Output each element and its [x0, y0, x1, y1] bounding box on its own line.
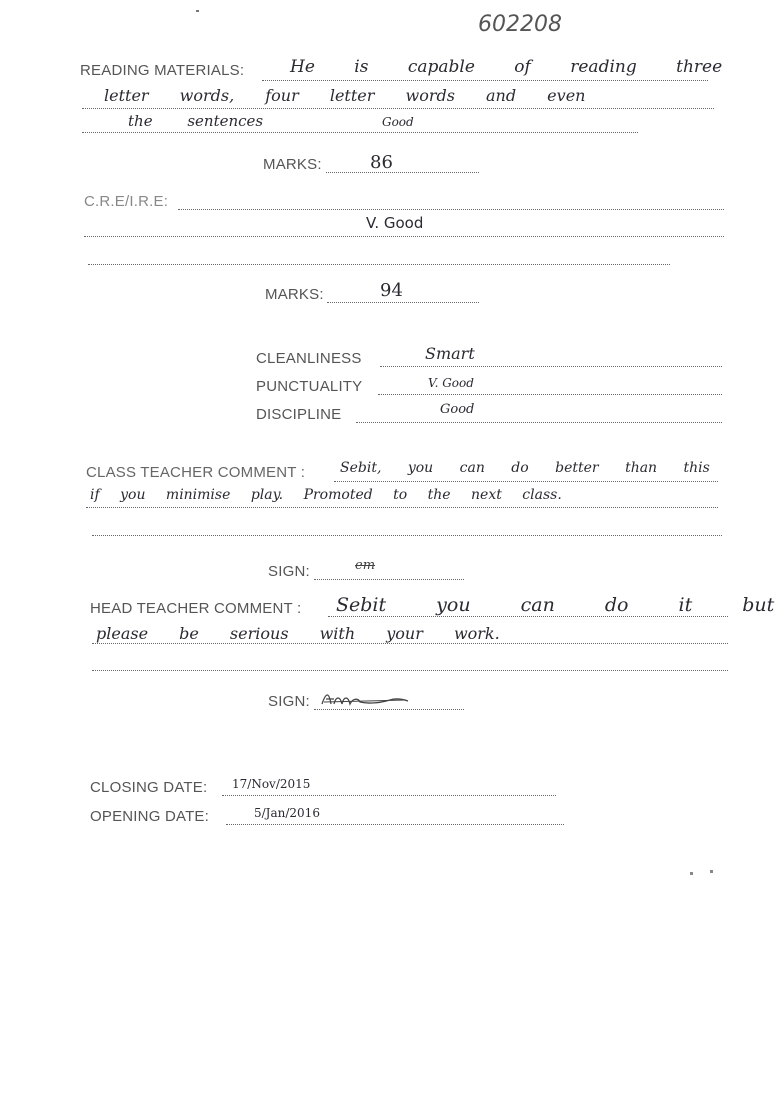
- dotted-line: [84, 236, 724, 237]
- reading-grade: Good: [382, 115, 414, 129]
- dotted-line: [88, 264, 670, 265]
- discipline-label: DISCIPLINE: [256, 406, 342, 423]
- punctuality-label: PUNCTUALITY: [256, 378, 363, 395]
- opening-date-value: 5/Jan/2016: [254, 806, 320, 820]
- dotted-line: [82, 108, 714, 109]
- dotted-line: [82, 132, 638, 133]
- class-teacher-sign-label: SIGN:: [268, 563, 310, 580]
- cleanliness-value: Smart: [425, 344, 475, 363]
- dotted-line: [327, 302, 479, 303]
- scan-speck: [710, 870, 713, 873]
- dotted-line: [378, 394, 722, 395]
- dotted-line: [226, 824, 564, 825]
- cre-label: C.R.E/I.R.E:: [84, 193, 169, 210]
- opening-date-label: OPENING DATE:: [90, 808, 210, 825]
- document-number: 602208: [478, 12, 562, 37]
- reading-marks-value: 86: [370, 152, 393, 173]
- discipline-value: Good: [440, 402, 475, 417]
- class-teacher-signature: em: [355, 558, 376, 573]
- closing-date-value: 17/Nov/2015: [232, 777, 311, 791]
- head-teacher-signature: [320, 688, 412, 710]
- reading-line-2: letter words, four letter words and even: [104, 86, 586, 105]
- dotted-line: [92, 535, 722, 536]
- reading-marks-label: MARKS:: [263, 156, 322, 173]
- reading-line-1: He is capable of reading three: [290, 57, 723, 77]
- class-teacher-line-1: Sebit, you can do better than this: [340, 460, 710, 476]
- head-teacher-sign-label: SIGN:: [268, 693, 310, 710]
- dotted-line: [262, 80, 708, 81]
- cre-marks-value: 94: [380, 280, 403, 301]
- class-teacher-line-2: if you minimise play. Promoted to the next class.: [90, 487, 562, 503]
- head-teacher-comment-label: HEAD TEACHER COMMENT :: [90, 600, 302, 617]
- cre-value: V. Good: [366, 214, 424, 232]
- dotted-line: [334, 481, 718, 482]
- reading-line-3: the sentences: [128, 112, 264, 130]
- dotted-line: [314, 579, 464, 580]
- dotted-line: [328, 616, 728, 617]
- dotted-line: [86, 507, 718, 508]
- closing-date-label: CLOSING DATE:: [90, 779, 208, 796]
- dotted-line: [222, 795, 556, 796]
- dotted-line: [326, 172, 479, 173]
- class-teacher-comment-label: CLASS TEACHER COMMENT :: [86, 464, 306, 481]
- dotted-line: [92, 643, 728, 644]
- cleanliness-label: CLEANLINESS: [256, 350, 362, 367]
- reading-materials-label: READING MATERIALS:: [80, 62, 245, 79]
- cre-marks-label: MARKS:: [265, 286, 324, 303]
- punctuality-value: V. Good: [428, 376, 474, 390]
- dotted-line: [178, 209, 724, 210]
- dotted-line: [380, 366, 722, 367]
- head-teacher-line-1: Sebit you can do it but: [336, 594, 775, 616]
- dotted-line: [92, 670, 728, 671]
- head-teacher-line-2: please be serious with your work.: [96, 624, 500, 643]
- scan-speck: [196, 10, 199, 12]
- scan-speck: [690, 872, 693, 875]
- dotted-line: [356, 422, 722, 423]
